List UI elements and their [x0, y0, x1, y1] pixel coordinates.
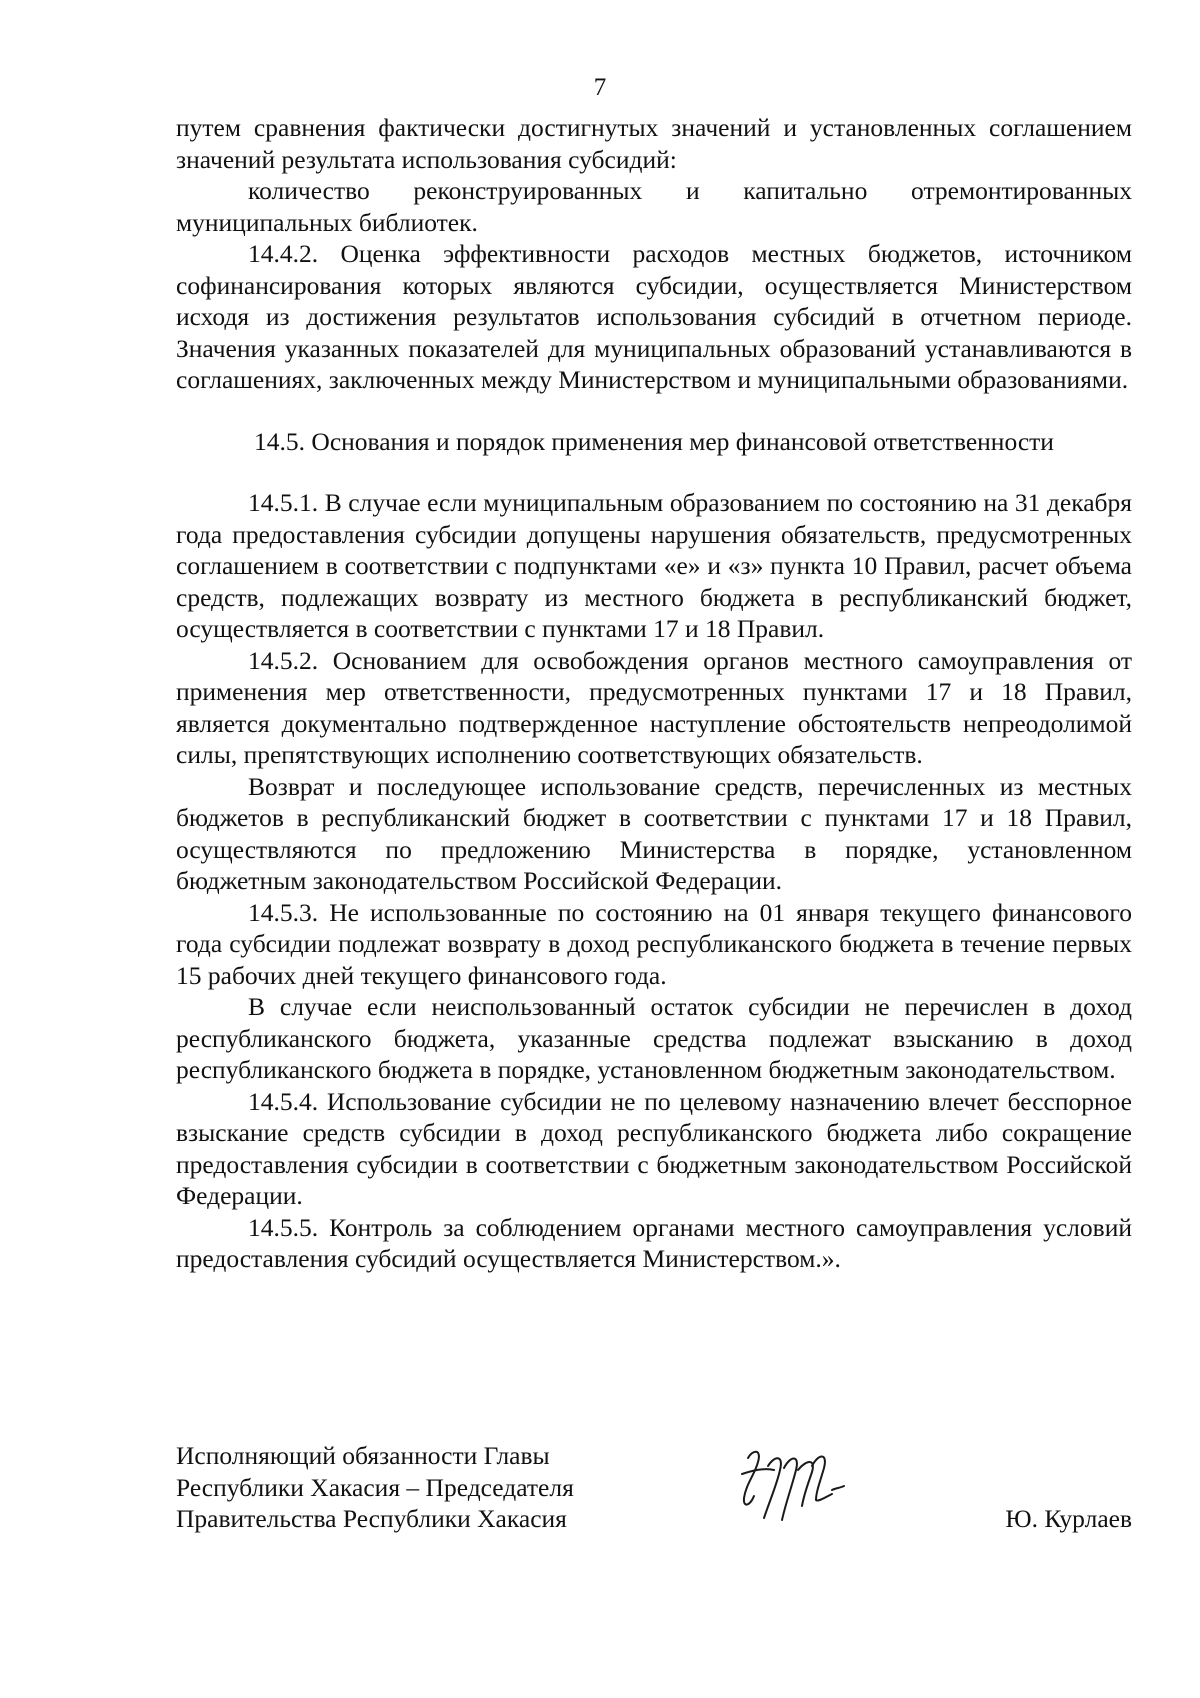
signer-position: [176, 1440, 574, 1535]
page-number: 7: [593, 74, 607, 101]
paragraph-14-5-2: 14.5.2. Основанием для освобождения органов местного самоуправления от применения мер ответственности, предусмотренных пунктами 17 и 18 Правил, является документально подтвержденное наступление обстоятельств непреодолимой силы, препятствующих исполнению соответствующих обязательств.: [176, 645, 1132, 769]
signer-position-line: Республики Хакасия – Председателя: [176, 1472, 574, 1502]
paragraph: путем сравнения фактически достигнутых значений и установленных соглашением значений результата использования субсидий:: [176, 113, 1132, 174]
paragraph-14-5-1: 14.5.1. В случае если муниципальным образованием по состоянию на 31 декабря года предоставления субсидии допущены нарушения обязательств, предусмотренных соглашением в соответствии с подпунктами «е» и «з» пункта 10 Правил, расчет объема средств, подлежащих возврату из местного бюджета в республиканский бюджет, осуществляется в соответствии с пунктами 17 и 18 Правил.: [176, 488, 1132, 643]
paragraph-14-5-5: 14.5.5. Контроль за соблюдением органами местного самоуправления условий предоставления субсидий осуществляется Министерством.».: [176, 1212, 1132, 1273]
signature-block: [176, 1440, 1132, 1560]
section-heading-14-5: 14.5. Основания и порядок применения мер финансовой ответственности: [254, 426, 1054, 456]
paragraph-14-5-3: 14.5.3. Не использованные по состоянию на 01 января текущего финансового года субсидии подлежат возврату в доход республиканского бюджета в течение первых 15 рабочих дней текущего финансового года.: [176, 897, 1132, 990]
paragraph: Возврат и последующее использование средств, перечисленных из местных бюджетов в республиканский бюджет в соответствии с пунктами 17 и 18 Правил, осуществляются по предложению Министерства в порядке, установленном бюджетным законодательством Российской Федерации.: [176, 771, 1132, 895]
signer-name: Ю. Курлаев: [1005, 1504, 1132, 1533]
signer-position-line: Правительства Республики Хакасия: [176, 1504, 567, 1533]
paragraph-14-4-2: 14.4.2. Оценка эффективности расходов местных бюджетов, источником софинансирования которых являются субсидии, осуществляется Министерством исходя из достижения результатов использования субсидий в отчетном периоде. Значения указанных показателей для муниципальных образований устанавливаются в соглашениях, заключенных между Министерством и муниципальными образованиями.: [176, 239, 1132, 394]
signer-position-line: Исполняющий обязанности Главы: [176, 1441, 550, 1470]
paragraph-14-5-4: 14.5.4. Использование субсидии не по целевому назначению влечет бесспорное взыскание средств субсидии в доход республиканского бюджета либо сокращение предоставления субсидии в соответствии с бюджетным законодательством Российской Федерации.: [176, 1086, 1132, 1210]
handwritten-signature: [728, 1440, 858, 1535]
paragraph: В случае если неиспользованный остаток субсидии не перечислен в доход республиканского бюджета, указанные средства подлежат взысканию в доход республиканского бюджета в порядке, установленном бюджетным законодательством.: [176, 992, 1132, 1084]
document-body: [176, 112, 1132, 1275]
paragraph: количество реконструированных и капитально отремонтированных муниципальных библиотек.: [176, 176, 1132, 237]
